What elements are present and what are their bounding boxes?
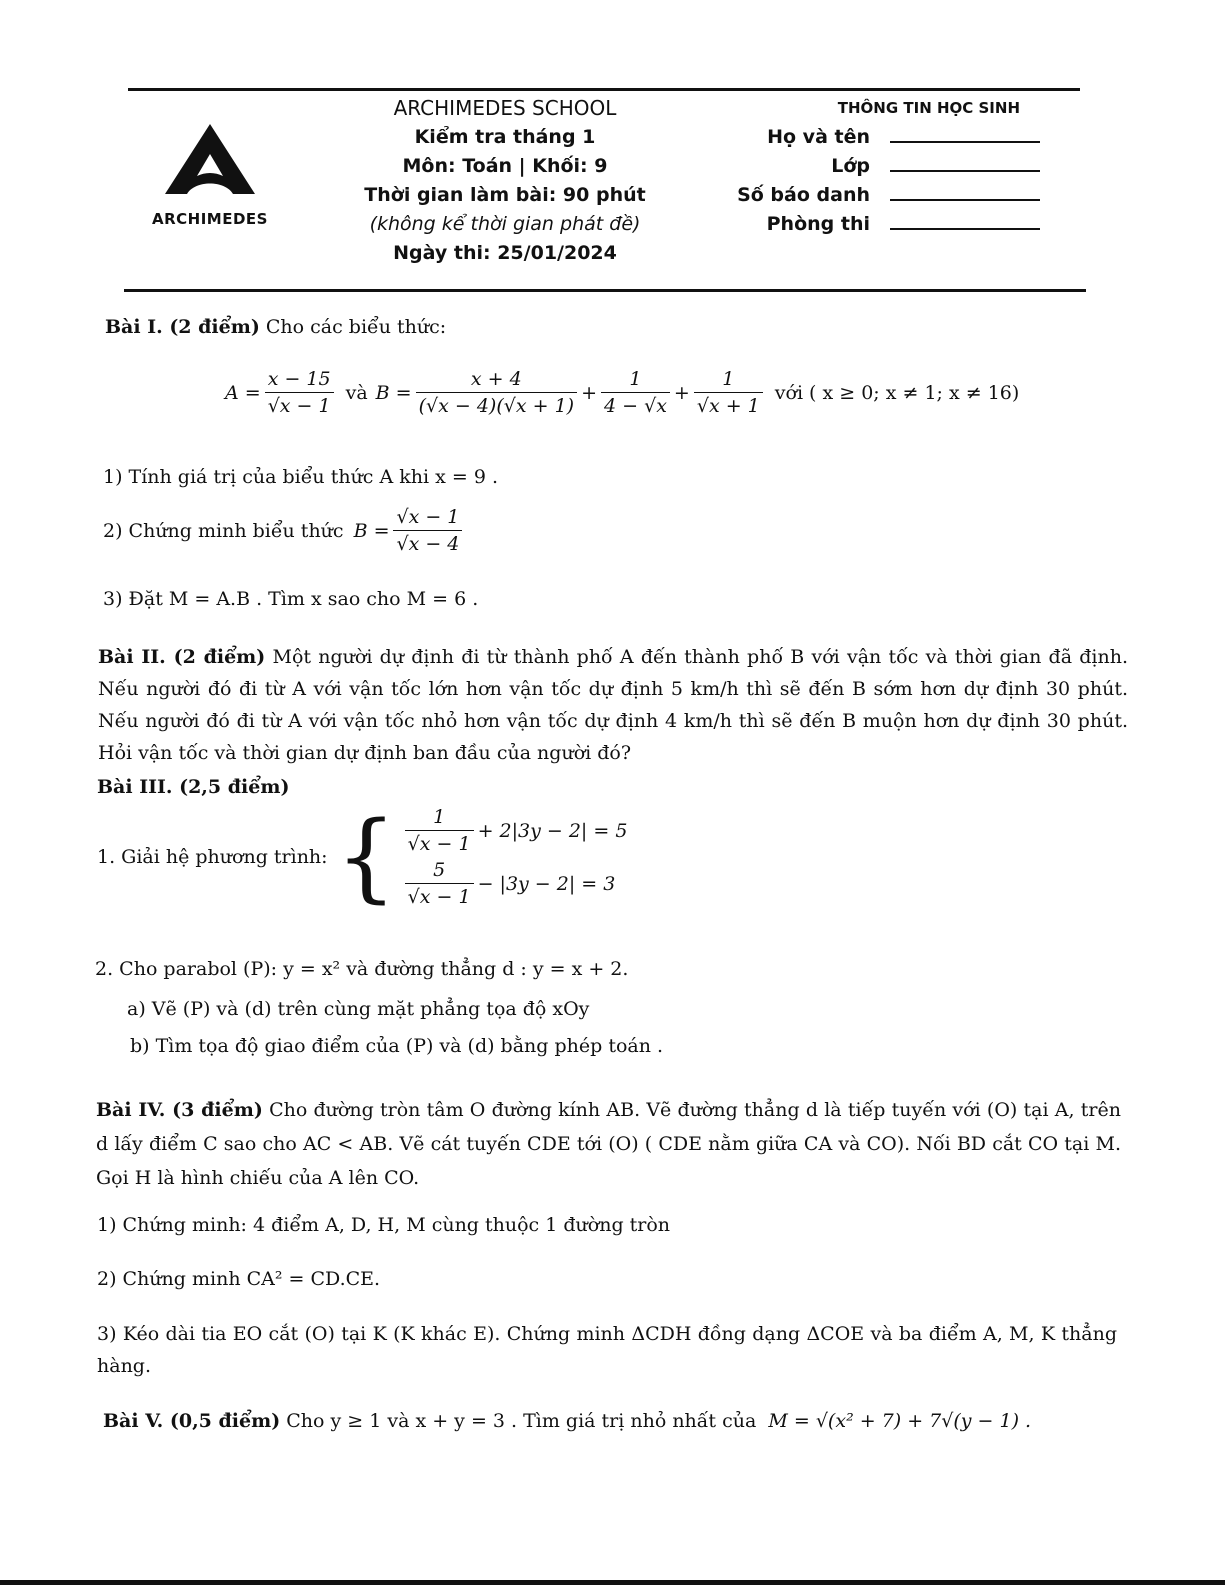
- bai4-q2: 2) Chứng minh CA² = CD.CE.: [97, 1268, 381, 1290]
- bai1-heading: [105, 316, 446, 338]
- bai3-q1-text: 1. Giải hệ phương trình:: [97, 846, 328, 868]
- bai5-text: Cho y ≥ 1 và x + y = 3 . Tìm giá trị nhỏ nhất của: [286, 1410, 757, 1432]
- fraction-b3: [694, 368, 763, 417]
- b1-numerator: x + 4: [470, 368, 522, 390]
- bai3-system: [97, 801, 628, 913]
- header-top-rule: [128, 88, 1080, 91]
- bai5-line: [103, 1410, 1031, 1432]
- student-info-title: THÔNG TIN HỌC SINH: [837, 99, 1020, 117]
- bai5-formula: M = √(x² + 7) + 7√(y − 1) .: [768, 1410, 1032, 1432]
- plus-1: +: [581, 381, 597, 404]
- q2-numerator: √x − 1: [396, 506, 460, 528]
- eq1-fraction: [405, 806, 474, 855]
- logo-a-icon: [135, 120, 285, 198]
- domain-condition: với ( x ≥ 0; x ≠ 1; x ≠ 16): [774, 381, 1020, 404]
- header-bottom-rule: [124, 289, 1086, 292]
- b3-numerator: 1: [722, 368, 735, 390]
- fraction-b2: [601, 368, 670, 417]
- q2-denominator: √x − 4: [393, 530, 462, 555]
- field-class-label: Lớp: [831, 155, 870, 177]
- a-lhs: A =: [225, 381, 261, 404]
- field-class-row: [700, 152, 1040, 181]
- bai4-title: Bài IV. (3 điểm): [96, 1099, 263, 1121]
- exam-date: Ngày thi: 25/01/2024: [393, 242, 617, 264]
- eq1-numerator: 1: [433, 806, 446, 828]
- exam-title: Kiểm tra tháng 1: [414, 126, 596, 148]
- field-name-blank[interactable]: [890, 141, 1040, 143]
- b1-denominator: (√x − 4)(√x + 1): [416, 392, 577, 417]
- a-denominator: √x − 1: [265, 392, 334, 417]
- fraction-b1: [416, 368, 577, 417]
- bai3-q2a: a) Vẽ (P) và (d) trên cùng mặt phẳng tọa độ xOy: [127, 998, 590, 1020]
- field-room-label: Phòng thi: [766, 213, 870, 235]
- student-info: [700, 94, 1040, 239]
- archimedes-logo: [135, 120, 285, 230]
- eq2-denominator: √x − 1: [405, 883, 474, 908]
- b3-denominator: √x + 1: [694, 392, 763, 417]
- school-name: ARCHIMEDES SCHOOL: [393, 96, 617, 120]
- bai3-q2b: b) Tìm tọa độ giao điểm của (P) và (d) bằng phép toán .: [130, 1035, 664, 1057]
- field-candidate-label: Số báo danh: [737, 184, 870, 206]
- eq1-rest: + 2|3y − 2| = 5: [477, 819, 628, 842]
- field-candidate-blank[interactable]: [890, 199, 1040, 201]
- equation-2: [401, 859, 628, 908]
- q2-lhs: B =: [353, 519, 390, 542]
- bai1-intro: Cho các biểu thức:: [265, 316, 447, 338]
- equation-system: [401, 806, 628, 908]
- bai1-q3: 3) Đặt M = A.B . Tìm x sao cho M = 6 .: [103, 588, 479, 610]
- bai1-q2: [103, 506, 466, 555]
- duration-line: Thời gian làm bài: 90 phút: [364, 184, 646, 206]
- field-room-row: [700, 210, 1040, 239]
- header-center: [340, 94, 670, 268]
- bai4-q3: 3) Kéo dài tia EO cắt (O) tại K (K khác E). Chứng minh ΔCDH đồng dạng ΔCOE và ba điểm A, M, K thẳng hàng.: [97, 1323, 1117, 1377]
- field-room-blank[interactable]: [890, 228, 1040, 230]
- logo-text: ARCHIMEDES: [152, 210, 268, 228]
- q2-text: 2) Chứng minh biểu thức: [103, 519, 344, 542]
- system-brace: {: [335, 801, 397, 913]
- field-name-label: Họ và tên: [767, 126, 870, 148]
- equation-1: [401, 806, 628, 855]
- bai2-paragraph: [98, 641, 1128, 769]
- field-name-row: [700, 123, 1040, 152]
- duration-note: (không kể thời gian phát đề): [369, 213, 641, 235]
- bai2-text: Một người dự định đi từ thành phố A đến thành phố B với vận tốc và thời gian đã định. Nếu người đó đi từ A với vận tốc lớn hơn vận tốc dự định 5 km/h thì sẽ đến B sớm hơn dự định 30 phút. Nếu người đó đi từ A với vận tốc nhỏ hơn vận tốc dự định 4 km/h thì sẽ đến B muộn hơn dự định 30 phút. Hỏi vận tốc và thời gian dự định ban đầu của người đó?: [98, 646, 1129, 764]
- eq2-numerator: 5: [433, 859, 446, 881]
- bai2-title: Bài II. (2 điểm): [98, 646, 266, 668]
- page-bottom-edge: [0, 1580, 1225, 1585]
- b2-numerator: 1: [629, 368, 642, 390]
- field-class-blank[interactable]: [890, 170, 1040, 172]
- bai3-q2: 2. Cho parabol (P): y = x² và đường thẳng d : y = x + 2.: [95, 958, 629, 980]
- eq2-rest: − |3y − 2| = 3: [477, 872, 616, 895]
- plus-2: +: [673, 381, 690, 404]
- fraction-q2: [393, 506, 462, 555]
- b-lhs: B =: [375, 381, 412, 404]
- field-candidate-row: [700, 181, 1040, 210]
- fraction-a: [265, 368, 334, 417]
- bai3-title: Bài III. (2,5 điểm): [97, 776, 290, 798]
- and-word: và: [345, 381, 368, 404]
- bai1-title: Bài I. (2 điểm): [105, 316, 260, 338]
- a-numerator: x − 15: [267, 368, 331, 390]
- bai4-q1: 1) Chứng minh: 4 điểm A, D, H, M cùng thuộc 1 đường tròn: [97, 1214, 671, 1236]
- eq1-denominator: √x − 1: [405, 830, 474, 855]
- bai5-title: Bài V. (0,5 điểm): [103, 1410, 281, 1432]
- bai4-paragraph: [96, 1093, 1121, 1195]
- eq2-fraction: [405, 859, 474, 908]
- bai4-text: Cho đường tròn tâm O đường kính AB. Vẽ đường thẳng d là tiếp tuyến với (O) tại A, trên d lấy điểm C sao cho AC < AB. Vẽ cát tuyến CDE tới (O) ( CDE nằm giữa CA và CO). Nối BD cắt CO tại M. Gọi H là hình chiếu của A lên CO.: [96, 1099, 1121, 1189]
- b2-denominator: 4 − √x: [601, 392, 670, 417]
- bai1-formula: [225, 368, 1019, 417]
- subject-line: Môn: Toán | Khối: 9: [402, 155, 608, 177]
- bai1-q1: 1) Tính giá trị của biểu thức A khi x = 9 .: [103, 466, 498, 488]
